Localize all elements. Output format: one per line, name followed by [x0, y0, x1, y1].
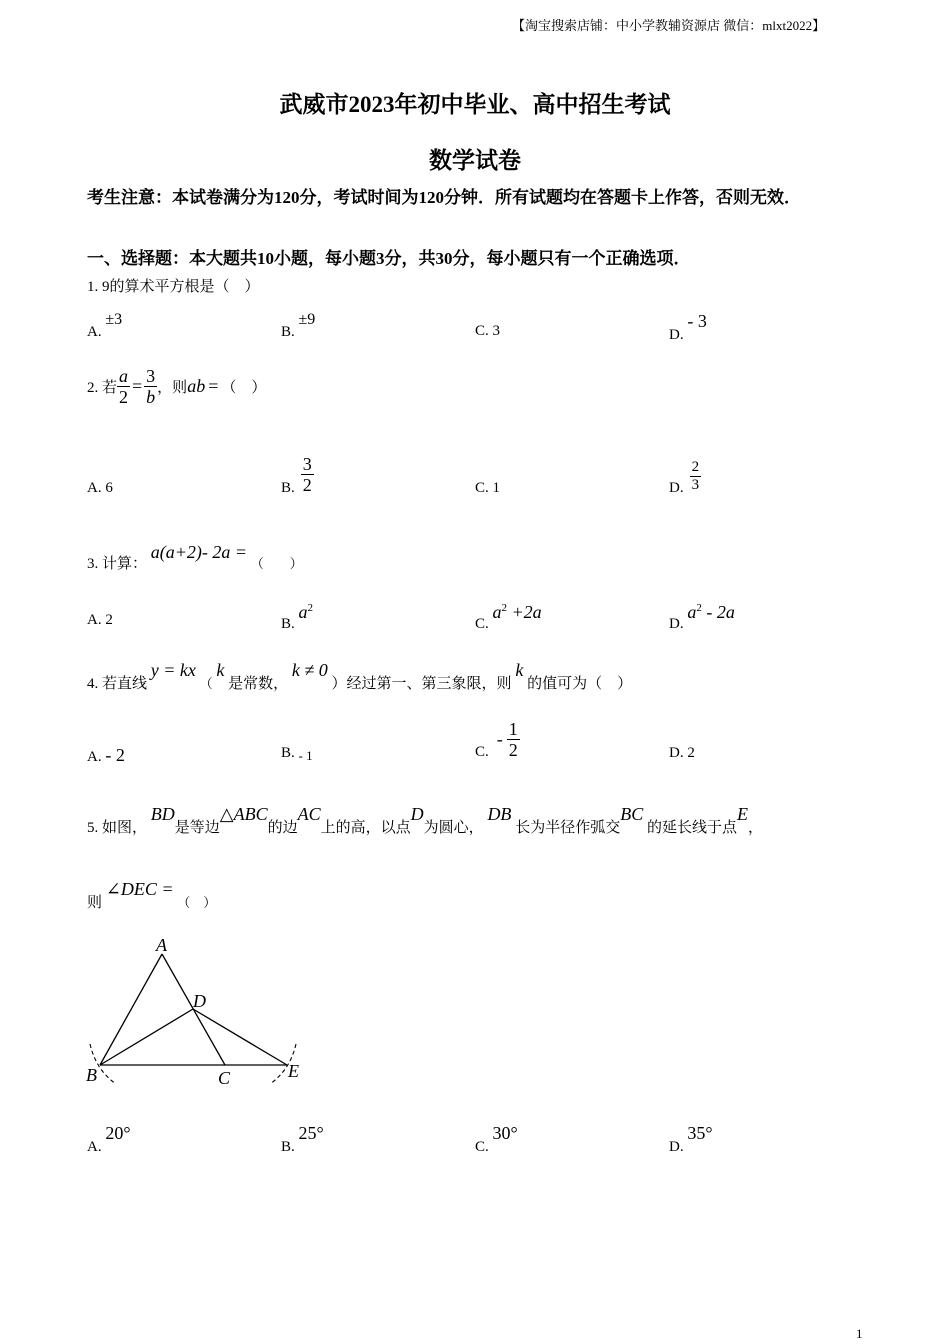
- math-point: D: [410, 804, 424, 824]
- q4-option-d: D. 2: [669, 745, 695, 761]
- q2-option-d: [669, 456, 701, 497]
- vertex-e-label: E: [288, 1061, 299, 1081]
- q3-option-c: [475, 602, 542, 633]
- math-segment: BD: [150, 804, 175, 824]
- q5-option-d: [669, 1123, 713, 1156]
- q5-option-b: [281, 1123, 324, 1156]
- header-source-note: 【淘宝搜索店铺：中小学教辅资源店 微信：mlxt2022】: [512, 18, 826, 33]
- option-value: 30°: [492, 1123, 518, 1143]
- stem-text: ，则: [157, 380, 188, 396]
- geometry-figure: [82, 932, 312, 1092]
- question-2-stem: [87, 366, 266, 407]
- denominator: b: [146, 387, 156, 407]
- stem-text: （: [199, 676, 213, 691]
- denominator: 2: [508, 740, 518, 760]
- option-value: - 1: [298, 748, 313, 763]
- remainder: - 2a: [706, 602, 735, 622]
- q1-option-a: [87, 311, 123, 341]
- option-label: B.: [281, 324, 295, 340]
- q1-option-c: C. 3: [475, 323, 501, 339]
- q2-option-a: A. 6: [87, 480, 113, 496]
- answer-blank: （ ）: [221, 380, 267, 396]
- stem-text: 5. 如图，: [87, 820, 148, 836]
- equals-sign: =: [132, 376, 143, 396]
- base: a: [687, 602, 697, 622]
- exam-subtitle: 数学试卷: [429, 148, 521, 173]
- option-fraction: [301, 454, 314, 495]
- option-label: C.: [475, 616, 489, 632]
- q3-option-a: [87, 612, 113, 629]
- exam-title: 武威市2023年初中毕业、高中招生考试: [279, 92, 671, 117]
- option-value: 2: [105, 612, 113, 628]
- stem-text: 的边: [267, 820, 298, 836]
- question-4-stem: [87, 660, 633, 693]
- q5-option-c: [475, 1123, 518, 1156]
- option-label: A.: [87, 324, 102, 340]
- stem-text: 长为半径作弧交: [515, 820, 621, 836]
- exponent: 2: [307, 602, 314, 614]
- option-value: - 2: [105, 745, 125, 765]
- option-label: D.: [669, 327, 684, 343]
- stem-text: 上的高，以点: [320, 820, 411, 836]
- math-variable: k: [216, 660, 225, 680]
- q1-option-d: [669, 311, 707, 344]
- stem-text: 则: [87, 895, 103, 911]
- remainder: +2a: [511, 602, 542, 622]
- stem-text: 3. 计算：: [87, 556, 148, 572]
- question-5-stem-line2: [87, 879, 217, 912]
- math-segment: BC: [620, 804, 644, 824]
- stem-text: 4. 若直线: [87, 676, 148, 692]
- q5-option-a: [87, 1123, 131, 1156]
- answer-blank: （ ）: [250, 556, 303, 571]
- stem-text: 2. 若: [87, 380, 118, 396]
- math-expression: k ≠ 0: [291, 660, 328, 680]
- math-point: E: [736, 804, 748, 824]
- side-ab: [100, 954, 162, 1065]
- stem-text: 为圆心，: [423, 820, 484, 836]
- minus-sign: -: [496, 729, 503, 749]
- height-bd: [100, 1009, 193, 1065]
- option-value: 35°: [687, 1123, 713, 1143]
- q2-option-c: C. 1: [475, 480, 501, 496]
- option-label: C.: [475, 744, 489, 760]
- numerator: 3: [146, 366, 156, 386]
- math-angle: ∠DEC =: [105, 879, 174, 899]
- q4-option-a: [87, 745, 125, 766]
- option-value: - 3: [687, 311, 707, 331]
- math-triangle: △ABC: [219, 804, 268, 824]
- vertex-a-label: A: [156, 935, 167, 955]
- numerator: 3: [302, 454, 312, 474]
- equals-sign: =: [208, 376, 219, 396]
- answer-blank: （ ）: [177, 895, 217, 910]
- fraction-a-over-2: [117, 366, 130, 407]
- stem-text: 是等边: [174, 820, 220, 836]
- question-3-stem: [87, 542, 303, 573]
- question-1-stem: 1. 9的算术平方根是（ ）: [87, 279, 260, 295]
- vertex-d-label: D: [193, 991, 206, 1011]
- exponent: 2: [696, 602, 702, 614]
- vertex-c-label: C: [218, 1068, 231, 1088]
- denominator: 3: [691, 477, 700, 493]
- q3-option-d: [669, 602, 735, 633]
- option-label: A.: [87, 1139, 102, 1155]
- q1-option-b: [281, 311, 316, 341]
- option-label: B.: [281, 480, 295, 496]
- math-segment: AC: [297, 804, 321, 824]
- q4-option-c: [475, 718, 520, 761]
- q3-option-b: [281, 602, 314, 633]
- page-number: 1: [856, 1326, 863, 1341]
- option-value: 25°: [298, 1123, 324, 1143]
- option-label: D.: [669, 480, 684, 496]
- option-label: B.: [281, 745, 295, 761]
- option-value: [493, 602, 542, 622]
- option-label: B.: [281, 616, 295, 632]
- vertex-b-label: B: [86, 1065, 97, 1085]
- math-variable: k: [515, 660, 524, 680]
- option-label: B.: [281, 1139, 295, 1155]
- numerator: 2: [691, 459, 700, 475]
- denominator: 2: [119, 387, 129, 407]
- option-label: C.: [475, 1139, 489, 1155]
- math-expression: y = kx: [150, 660, 196, 680]
- option-label: A.: [87, 749, 102, 765]
- q2-option-b: [281, 452, 314, 497]
- option-value: 20°: [105, 1123, 131, 1143]
- option-label: A.: [87, 612, 102, 628]
- stem-text: 的值可为（ ）: [527, 676, 633, 692]
- option-value: ±3: [105, 311, 123, 328]
- option-value: ±9: [298, 311, 316, 328]
- numerator: a: [119, 366, 129, 386]
- option-value: [299, 602, 314, 622]
- denominator: 2: [302, 475, 312, 495]
- base: a: [492, 602, 502, 622]
- exponent: 2: [501, 602, 508, 614]
- math-expression: a(a+2)- 2a =: [150, 542, 248, 562]
- option-fraction: [690, 459, 702, 494]
- math-segment: DB: [487, 804, 512, 824]
- q4-option-b: [281, 745, 313, 762]
- option-label: D.: [669, 616, 684, 632]
- option-value: [687, 602, 735, 622]
- section-heading: 一、选择题：本大题共10小题，每小题3分，共30分，每小题只有一个正确选项．: [87, 249, 691, 268]
- option-fraction: [507, 719, 520, 760]
- numerator: 1: [508, 719, 518, 739]
- stem-text: ，: [747, 820, 763, 836]
- base: a: [298, 602, 308, 622]
- exam-notice: 考生注意：本试卷满分为120分，考试时间为120分钟．所有试题均在答题卡上作答，否则无效．: [87, 188, 801, 207]
- math-expression: ab: [187, 376, 206, 396]
- fraction-3-over-b: [144, 366, 157, 407]
- question-5-stem: [87, 804, 763, 837]
- stem-text: 的延长线于点: [646, 820, 737, 836]
- stem-text: ）经过第一、第三象限，则: [331, 676, 512, 692]
- segment-de: [193, 1009, 287, 1065]
- option-label: D.: [669, 1139, 684, 1155]
- stem-text: 是常数，: [228, 676, 289, 692]
